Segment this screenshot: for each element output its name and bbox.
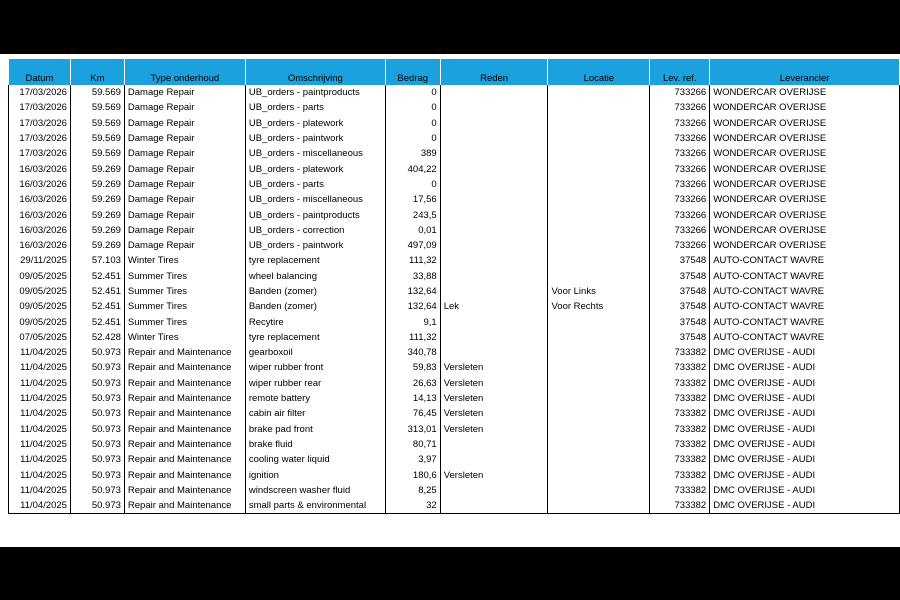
table-row <box>9 161 900 176</box>
cell-reden <box>440 238 548 253</box>
cell-type: Repair and Maintenance <box>124 391 245 406</box>
cell-locatie <box>548 498 650 514</box>
cell-bedrag: 3,97 <box>385 452 440 467</box>
cell-km: 50.973 <box>70 391 124 406</box>
cell-leverancier: WONDERCAR OVERIJSE <box>710 238 900 253</box>
maintenance-table <box>8 59 900 514</box>
cell-type: Summer Tires <box>124 299 245 314</box>
cell-type: Repair and Maintenance <box>124 376 245 391</box>
cell-levref: 37548 <box>650 330 710 345</box>
cell-levref: 733266 <box>650 223 710 238</box>
cell-type: Repair and Maintenance <box>124 437 245 452</box>
cell-km: 50.973 <box>70 345 124 360</box>
cell-levref: 733266 <box>650 100 710 115</box>
cell-datum: 11/04/2025 <box>9 406 71 421</box>
cell-datum: 11/04/2025 <box>9 376 71 391</box>
table-row <box>9 391 900 406</box>
maintenance-sheet <box>0 54 900 547</box>
cell-omschrijving: UB_orders - correction <box>245 223 385 238</box>
cell-leverancier: AUTO-CONTACT WAVRE <box>710 314 900 329</box>
cell-locatie <box>548 238 650 253</box>
cell-type: Repair and Maintenance <box>124 422 245 437</box>
cell-type: Damage Repair <box>124 207 245 222</box>
cell-omschrijving: brake fluid <box>245 437 385 452</box>
cell-bedrag: 0 <box>385 100 440 115</box>
cell-leverancier: AUTO-CONTACT WAVRE <box>710 330 900 345</box>
table-row <box>9 422 900 437</box>
header-row <box>9 59 900 85</box>
cell-omschrijving: UB_orders - paintwork <box>245 131 385 146</box>
cell-levref: 733266 <box>650 177 710 192</box>
cell-type: Damage Repair <box>124 100 245 115</box>
table-row <box>9 131 900 146</box>
cell-levref: 733266 <box>650 161 710 176</box>
cell-reden <box>440 192 548 207</box>
cell-levref: 733382 <box>650 406 710 421</box>
cell-locatie <box>548 314 650 329</box>
cell-levref: 733266 <box>650 85 710 100</box>
cell-bedrag: 80,71 <box>385 437 440 452</box>
cell-leverancier: DMC OVERIJSE - AUDI <box>710 467 900 482</box>
cell-type: Summer Tires <box>124 314 245 329</box>
col-header-bedrag: Bedrag <box>385 59 440 85</box>
cell-omschrijving: gearboxoil <box>245 345 385 360</box>
cell-omschrijving: UB_orders - paintproducts <box>245 85 385 100</box>
table-row <box>9 238 900 253</box>
cell-reden: Versleten <box>440 391 548 406</box>
table-row <box>9 483 900 498</box>
cell-omschrijving: UB_orders - parts <box>245 100 385 115</box>
cell-bedrag: 0 <box>385 116 440 131</box>
cell-leverancier: DMC OVERIJSE - AUDI <box>710 437 900 452</box>
cell-km: 59.569 <box>70 85 124 100</box>
cell-reden <box>440 330 548 345</box>
cell-locatie <box>548 131 650 146</box>
cell-leverancier: AUTO-CONTACT WAVRE <box>710 299 900 314</box>
cell-leverancier: DMC OVERIJSE - AUDI <box>710 452 900 467</box>
cell-type: Damage Repair <box>124 223 245 238</box>
cell-reden: Versleten <box>440 422 548 437</box>
cell-datum: 11/04/2025 <box>9 437 71 452</box>
cell-bedrag: 76,45 <box>385 406 440 421</box>
cell-km: 57.103 <box>70 253 124 268</box>
cell-leverancier: WONDERCAR OVERIJSE <box>710 131 900 146</box>
cell-datum: 11/04/2025 <box>9 360 71 375</box>
cell-levref: 733382 <box>650 391 710 406</box>
cell-bedrag: 8,25 <box>385 483 440 498</box>
table-row <box>9 253 900 268</box>
cell-datum: 09/05/2025 <box>9 314 71 329</box>
cell-levref: 733382 <box>650 467 710 482</box>
cell-km: 59.269 <box>70 223 124 238</box>
cell-km: 59.269 <box>70 161 124 176</box>
cell-bedrag: 180,6 <box>385 467 440 482</box>
table-row <box>9 284 900 299</box>
cell-type: Summer Tires <box>124 284 245 299</box>
cell-bedrag: 111,32 <box>385 253 440 268</box>
col-header-locatie: Locatie <box>548 59 650 85</box>
cell-bedrag: 340,78 <box>385 345 440 360</box>
cell-locatie <box>548 422 650 437</box>
cell-leverancier: DMC OVERIJSE - AUDI <box>710 376 900 391</box>
cell-omschrijving: UB_orders - parts <box>245 177 385 192</box>
cell-km: 59.269 <box>70 238 124 253</box>
cell-type: Repair and Maintenance <box>124 360 245 375</box>
cell-locatie <box>548 116 650 131</box>
cell-km: 52.451 <box>70 314 124 329</box>
cell-omschrijving: Banden (zomer) <box>245 284 385 299</box>
cell-omschrijving: wiper rubber rear <box>245 376 385 391</box>
cell-datum: 11/04/2025 <box>9 422 71 437</box>
table-row <box>9 314 900 329</box>
cell-levref: 733266 <box>650 146 710 161</box>
cell-levref: 733382 <box>650 437 710 452</box>
cell-bedrag: 132,64 <box>385 299 440 314</box>
cell-datum: 09/05/2025 <box>9 269 71 284</box>
cell-km: 50.973 <box>70 498 124 514</box>
cell-omschrijving: ignition <box>245 467 385 482</box>
cell-omschrijving: Recytire <box>245 314 385 329</box>
table-row <box>9 360 900 375</box>
cell-km: 59.569 <box>70 100 124 115</box>
cell-locatie <box>548 207 650 222</box>
cell-locatie <box>548 345 650 360</box>
table-row <box>9 467 900 482</box>
cell-reden: Versleten <box>440 467 548 482</box>
cell-locatie: Voor Links <box>548 284 650 299</box>
cell-bedrag: 313,01 <box>385 422 440 437</box>
cell-leverancier: DMC OVERIJSE - AUDI <box>710 391 900 406</box>
cell-omschrijving: windscreen washer fluid <box>245 483 385 498</box>
cell-bedrag: 0 <box>385 85 440 100</box>
cell-leverancier: WONDERCAR OVERIJSE <box>710 161 900 176</box>
cell-bedrag: 9,1 <box>385 314 440 329</box>
cell-levref: 37548 <box>650 314 710 329</box>
cell-datum: 11/04/2025 <box>9 452 71 467</box>
cell-leverancier: AUTO-CONTACT WAVRE <box>710 284 900 299</box>
cell-km: 59.269 <box>70 192 124 207</box>
cell-leverancier: WONDERCAR OVERIJSE <box>710 177 900 192</box>
cell-reden: Lek <box>440 299 548 314</box>
cell-bedrag: 0 <box>385 131 440 146</box>
cell-locatie <box>548 146 650 161</box>
cell-reden <box>440 161 548 176</box>
cell-locatie <box>548 85 650 100</box>
cell-datum: 11/04/2025 <box>9 345 71 360</box>
cell-km: 59.269 <box>70 207 124 222</box>
cell-bedrag: 111,32 <box>385 330 440 345</box>
cell-omschrijving: remote battery <box>245 391 385 406</box>
cell-levref: 733382 <box>650 483 710 498</box>
cell-bedrag: 404,22 <box>385 161 440 176</box>
cell-levref: 733382 <box>650 422 710 437</box>
table-row <box>9 376 900 391</box>
table-row <box>9 437 900 452</box>
cell-reden <box>440 345 548 360</box>
cell-omschrijving: brake pad front <box>245 422 385 437</box>
table-row <box>9 452 900 467</box>
col-header-reden: Reden <box>440 59 548 85</box>
cell-leverancier: AUTO-CONTACT WAVRE <box>710 269 900 284</box>
cell-type: Damage Repair <box>124 146 245 161</box>
cell-omschrijving: UB_orders - paintproducts <box>245 207 385 222</box>
cell-omschrijving: cooling water liquid <box>245 452 385 467</box>
cell-omschrijving: cabin air filter <box>245 406 385 421</box>
cell-reden <box>440 498 548 514</box>
col-header-type: Type onderhoud <box>124 59 245 85</box>
cell-reden: Versleten <box>440 406 548 421</box>
cell-bedrag: 0,01 <box>385 223 440 238</box>
cell-bedrag: 33,88 <box>385 269 440 284</box>
cell-leverancier: WONDERCAR OVERIJSE <box>710 116 900 131</box>
cell-datum: 16/03/2026 <box>9 161 71 176</box>
cell-omschrijving: tyre replacement <box>245 253 385 268</box>
cell-type: Damage Repair <box>124 238 245 253</box>
col-header-omschrijving: Omschrijving <box>245 59 385 85</box>
cell-type: Damage Repair <box>124 116 245 131</box>
cell-levref: 733382 <box>650 360 710 375</box>
cell-reden <box>440 177 548 192</box>
cell-levref: 733266 <box>650 207 710 222</box>
table-row <box>9 269 900 284</box>
table-row <box>9 299 900 314</box>
cell-type: Damage Repair <box>124 177 245 192</box>
cell-locatie <box>548 223 650 238</box>
cell-levref: 733266 <box>650 116 710 131</box>
cell-omschrijving: small parts & environmental <box>245 498 385 514</box>
cell-locatie <box>548 406 650 421</box>
cell-type: Winter Tires <box>124 253 245 268</box>
cell-type: Repair and Maintenance <box>124 406 245 421</box>
cell-locatie <box>548 391 650 406</box>
cell-locatie <box>548 452 650 467</box>
table-row <box>9 406 900 421</box>
cell-km: 50.973 <box>70 452 124 467</box>
cell-leverancier: WONDERCAR OVERIJSE <box>710 192 900 207</box>
table-row <box>9 100 900 115</box>
cell-type: Damage Repair <box>124 192 245 207</box>
cell-datum: 07/05/2025 <box>9 330 71 345</box>
cell-datum: 11/04/2025 <box>9 483 71 498</box>
cell-bedrag: 26,63 <box>385 376 440 391</box>
cell-locatie <box>548 192 650 207</box>
table-row <box>9 116 900 131</box>
cell-leverancier: DMC OVERIJSE - AUDI <box>710 345 900 360</box>
cell-reden <box>440 116 548 131</box>
cell-reden: Versleten <box>440 376 548 391</box>
cell-leverancier: DMC OVERIJSE - AUDI <box>710 360 900 375</box>
cell-locatie <box>548 483 650 498</box>
cell-omschrijving: UB_orders - platework <box>245 116 385 131</box>
cell-levref: 37548 <box>650 269 710 284</box>
cell-datum: 11/04/2025 <box>9 498 71 514</box>
cell-leverancier: WONDERCAR OVERIJSE <box>710 207 900 222</box>
cell-levref: 733382 <box>650 345 710 360</box>
cell-locatie <box>548 467 650 482</box>
cell-omschrijving: UB_orders - miscellaneous <box>245 146 385 161</box>
cell-bedrag: 389 <box>385 146 440 161</box>
cell-datum: 09/05/2025 <box>9 299 71 314</box>
col-header-leverancier: Leverancier <box>710 59 900 85</box>
cell-type: Damage Repair <box>124 85 245 100</box>
cell-reden <box>440 131 548 146</box>
cell-type: Repair and Maintenance <box>124 452 245 467</box>
cell-omschrijving: Banden (zomer) <box>245 299 385 314</box>
cell-type: Repair and Maintenance <box>124 483 245 498</box>
cell-km: 50.973 <box>70 437 124 452</box>
cell-km: 50.973 <box>70 376 124 391</box>
cell-levref: 733266 <box>650 131 710 146</box>
col-header-levref: Lev. ref. <box>650 59 710 85</box>
cell-datum: 09/05/2025 <box>9 284 71 299</box>
cell-locatie <box>548 161 650 176</box>
cell-levref: 733266 <box>650 238 710 253</box>
cell-type: Summer Tires <box>124 269 245 284</box>
cell-reden: Versleten <box>440 360 548 375</box>
cell-leverancier: WONDERCAR OVERIJSE <box>710 85 900 100</box>
cell-datum: 29/11/2025 <box>9 253 71 268</box>
cell-reden <box>440 85 548 100</box>
cell-levref: 733382 <box>650 498 710 514</box>
table-row <box>9 207 900 222</box>
cell-locatie <box>548 177 650 192</box>
cell-leverancier: DMC OVERIJSE - AUDI <box>710 498 900 514</box>
cell-leverancier: AUTO-CONTACT WAVRE <box>710 253 900 268</box>
cell-type: Repair and Maintenance <box>124 345 245 360</box>
cell-km: 52.451 <box>70 284 124 299</box>
cell-datum: 17/03/2026 <box>9 100 71 115</box>
cell-datum: 16/03/2026 <box>9 192 71 207</box>
cell-leverancier: DMC OVERIJSE - AUDI <box>710 483 900 498</box>
cell-leverancier: WONDERCAR OVERIJSE <box>710 100 900 115</box>
table-row <box>9 85 900 100</box>
cell-locatie <box>548 330 650 345</box>
cell-km: 52.428 <box>70 330 124 345</box>
cell-levref: 37548 <box>650 299 710 314</box>
cell-reden <box>440 269 548 284</box>
cell-km: 50.973 <box>70 360 124 375</box>
cell-locatie: Voor Rechts <box>548 299 650 314</box>
cell-datum: 16/03/2026 <box>9 223 71 238</box>
cell-levref: 37548 <box>650 284 710 299</box>
cell-reden <box>440 452 548 467</box>
table-row <box>9 177 900 192</box>
cell-km: 50.973 <box>70 422 124 437</box>
cell-km: 59.569 <box>70 146 124 161</box>
cell-locatie <box>548 100 650 115</box>
cell-km: 50.973 <box>70 467 124 482</box>
cell-omschrijving: wheel balancing <box>245 269 385 284</box>
cell-datum: 16/03/2026 <box>9 238 71 253</box>
cell-datum: 17/03/2026 <box>9 85 71 100</box>
cell-reden <box>440 207 548 222</box>
cell-reden <box>440 314 548 329</box>
cell-bedrag: 497,09 <box>385 238 440 253</box>
cell-km: 52.451 <box>70 269 124 284</box>
cell-bedrag: 0 <box>385 177 440 192</box>
cell-leverancier: DMC OVERIJSE - AUDI <box>710 406 900 421</box>
col-header-datum: Datum <box>9 59 71 85</box>
cell-bedrag: 17,56 <box>385 192 440 207</box>
table-body <box>9 85 900 514</box>
cell-reden <box>440 483 548 498</box>
cell-omschrijving: UB_orders - platework <box>245 161 385 176</box>
cell-km: 59.269 <box>70 177 124 192</box>
cell-type: Repair and Maintenance <box>124 467 245 482</box>
cell-type: Damage Repair <box>124 131 245 146</box>
cell-datum: 17/03/2026 <box>9 116 71 131</box>
cell-omschrijving: tyre replacement <box>245 330 385 345</box>
cell-leverancier: WONDERCAR OVERIJSE <box>710 223 900 238</box>
table-row <box>9 192 900 207</box>
cell-km: 52.451 <box>70 299 124 314</box>
cell-levref: 733266 <box>650 192 710 207</box>
table-row <box>9 345 900 360</box>
cell-locatie <box>548 437 650 452</box>
cell-leverancier: WONDERCAR OVERIJSE <box>710 146 900 161</box>
cell-locatie <box>548 269 650 284</box>
cell-bedrag: 32 <box>385 498 440 514</box>
cell-omschrijving: UB_orders - miscellaneous <box>245 192 385 207</box>
cell-type: Damage Repair <box>124 161 245 176</box>
table-row <box>9 146 900 161</box>
cell-reden <box>440 253 548 268</box>
cell-locatie <box>548 253 650 268</box>
cell-locatie <box>548 360 650 375</box>
cell-omschrijving: wiper rubber front <box>245 360 385 375</box>
cell-reden <box>440 437 548 452</box>
cell-km: 50.973 <box>70 483 124 498</box>
cell-reden <box>440 146 548 161</box>
cell-reden <box>440 284 548 299</box>
cell-levref: 733382 <box>650 452 710 467</box>
table-row <box>9 498 900 514</box>
cell-omschrijving: UB_orders - paintwork <box>245 238 385 253</box>
cell-datum: 17/03/2026 <box>9 146 71 161</box>
cell-leverancier: DMC OVERIJSE - AUDI <box>710 422 900 437</box>
table-row <box>9 223 900 238</box>
cell-levref: 733382 <box>650 376 710 391</box>
cell-bedrag: 132,64 <box>385 284 440 299</box>
cell-datum: 11/04/2025 <box>9 467 71 482</box>
cell-km: 50.973 <box>70 406 124 421</box>
cell-datum: 17/03/2026 <box>9 131 71 146</box>
cell-km: 59.569 <box>70 131 124 146</box>
cell-bedrag: 59,83 <box>385 360 440 375</box>
cell-datum: 11/04/2025 <box>9 391 71 406</box>
cell-km: 59.569 <box>70 116 124 131</box>
table-row <box>9 330 900 345</box>
cell-bedrag: 14,13 <box>385 391 440 406</box>
cell-levref: 37548 <box>650 253 710 268</box>
col-header-km: Km <box>70 59 124 85</box>
cell-locatie <box>548 376 650 391</box>
cell-bedrag: 243,5 <box>385 207 440 222</box>
cell-type: Repair and Maintenance <box>124 498 245 514</box>
cell-type: Winter Tires <box>124 330 245 345</box>
cell-datum: 16/03/2026 <box>9 207 71 222</box>
cell-reden <box>440 100 548 115</box>
cell-datum: 16/03/2026 <box>9 177 71 192</box>
cell-reden <box>440 223 548 238</box>
